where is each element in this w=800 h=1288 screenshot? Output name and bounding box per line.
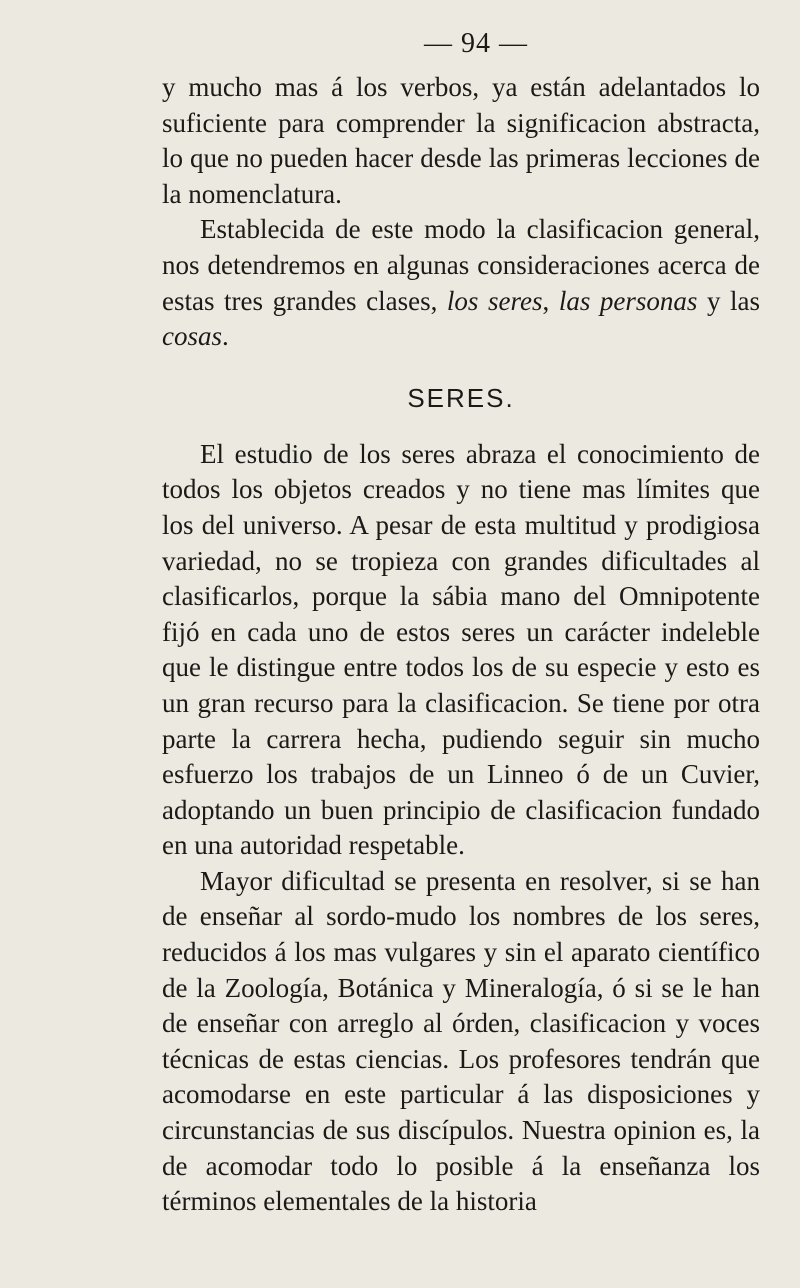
term-cosas: cosas [162,321,222,352]
paragraph-end: . [222,321,229,352]
page-body [162,70,760,1220]
term-personas: las personas [558,285,698,316]
page-number: — 94 — [424,28,528,59]
paragraph-continued: y mucho mas á los verbos, ya están adelantados lo suficiente para comprender la significacion abstracta, lo que no pueden hacer desde las primeras lecciones de la nomenclatura. [162,72,760,209]
paragraph-classification [162,212,760,354]
paragraph-seres: El estudio de los seres abraza el conocimiento de todos los objetos creados y no tiene mas límites que los del universo. A pesar de esta multitud y prodigiosa variedad, no se tropieza con grandes dificultades al clasificarlos, porque la sábia mano del Omnipotente fijó en cada uno de estos seres un carácter indeleble que le distingue entre todos los de su especie y esto es un gran recurso para la clasificacion. Se tiene por otra parte la carrera hecha, pudiendo seguir sin mucho esfuerzo los trabajos de un Linneo ó de un Cuvier, adoptando un buen principio de clasificacion fundado en una autoridad respetable. [162,438,760,861]
section-heading: SERES. [407,382,515,413]
term-seres: los seres [446,285,543,316]
paragraph-dificultad: Mayor dificultad se presenta en resolver, si se han de enseñar al sordo-mudo los nombres de los seres, reducidos á los mas vulgares y sin el aparato científico de la Zoología, Botánica y Mineralogía, ó si se le han de enseñar con arreglo al órden, clasificacion y voces técnicas de estas ciencias. Los profesores tendrán que acomodarse en este particular á las disposiciones y circunstancias de sus discípulos. Nuestra opinion es, la de acomodar todo lo posible á la enseñanza los términos elementales de la historia [162,865,760,1217]
separator: , [542,285,559,316]
paragraph-text: Establecida de este modo la clasificacion general, nos detendremos en algunas consideraciones acerca de estas tres grandes clases, [162,214,760,316]
separator: y las [697,285,761,316]
